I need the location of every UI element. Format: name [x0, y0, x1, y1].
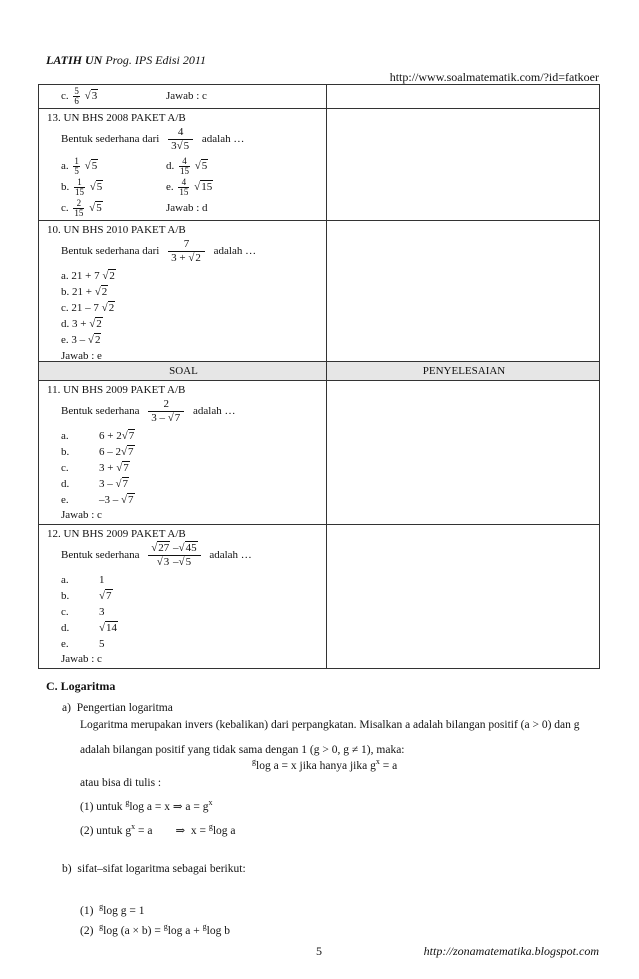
page-number: 5	[316, 944, 322, 958]
subsection-b-heading: b) sifat–sifat logaritma sebagai berikut:	[62, 863, 246, 875]
notation-item-2: (2) untuk $g^x = a$ ⇒ x = $^g$log a	[80, 822, 236, 837]
table-row	[39, 381, 600, 525]
table-row	[39, 221, 600, 366]
subsection-a-heading: a) Pengertian logaritma	[62, 702, 173, 714]
notation-item-1: (1) untuk $^g$log a = x ⇒ $a = g^x$	[80, 798, 213, 813]
column-header-penyelesaian: PENYELESAIAN	[327, 362, 600, 381]
solution-cell	[327, 109, 600, 221]
footer-url: http://zonamatematika.blogspot.com	[423, 944, 599, 958]
header-url: http://www.soalmatematik.com/?id=fatkoer	[389, 70, 599, 84]
question-cell: c. $\frac{5}{6}$ √3 Jawab : c	[39, 85, 327, 109]
solution-cell	[327, 85, 600, 109]
question-table-2	[38, 361, 600, 669]
table-row	[39, 85, 600, 109]
property-item-1: (1) $^g$log g = 1	[80, 902, 145, 917]
column-header-soal: SOAL	[39, 362, 327, 381]
table-row	[39, 525, 600, 669]
table-header-row	[39, 362, 600, 381]
question-cell: 12. UN BHS 2009 PAKET A/B Bentuk sederhana $\frac{√27 -√45}{√3 -√5}$ adalah … a. 1 b. √7 c. 3 d. √14 e. 5 Jawab : c	[39, 525, 327, 669]
document-header-title: LATIH UN Prog. IPS Edisi 2011	[46, 53, 207, 67]
section-title: C. Logaritma	[46, 679, 116, 693]
property-item-2: (2) $^g$log (a × b) = $^g$log a + $^g$log b	[80, 922, 230, 937]
definition-paragraph: Logaritma merupakan invers (kebalikan) dari perpangkatan. Misalkan a adalah bilangan positif (a > 0) dan g adalah bilangan positif yang tidak sama dengan 1 (g > 0, g ≠ 1), maka:	[80, 719, 580, 756]
question-cell: 10. UN BHS 2010 PAKET A/B Bentuk sederhana dari $\frac{7}{3 + √2}$ adalah … a. 21 + 7 √2 b. 21 + √2 c. 21 – 7 √2 d. 3 + √2 e. 3 – √2 Jawab : e	[39, 221, 327, 366]
question-cell: 13. UN BHS 2008 PAKET A/B Bentuk sederhana dari $\frac{4}{3√5}$ adalah … a. $\frac{1}{5}$ √5 d. $\frac{4}{15}$ √5 b. $\frac{1}{15}$ √5 e. $\frac{4}{15}$ √15 c. $\frac{2}{15}$ √5 Jawab : d	[39, 109, 327, 221]
question-table-1	[38, 84, 600, 366]
definition-formula: $^g$log a = x jika hanya jika $g^x = a$	[252, 757, 398, 772]
solution-cell	[327, 381, 600, 525]
alternative-notation-label: atau bisa di tulis :	[80, 777, 162, 789]
solution-cell	[327, 221, 600, 366]
table-row	[39, 109, 600, 221]
question-cell: 11. UN BHS 2009 PAKET A/B Bentuk sederhana $\frac{2}{3 - √7}$ adalah … a. 6 + 2√7 b. 6 – 2√7 c. 3 + √7 d. 3 – √7 e. –3 – √7 Jawab : c	[39, 381, 327, 525]
solution-cell	[327, 525, 600, 669]
